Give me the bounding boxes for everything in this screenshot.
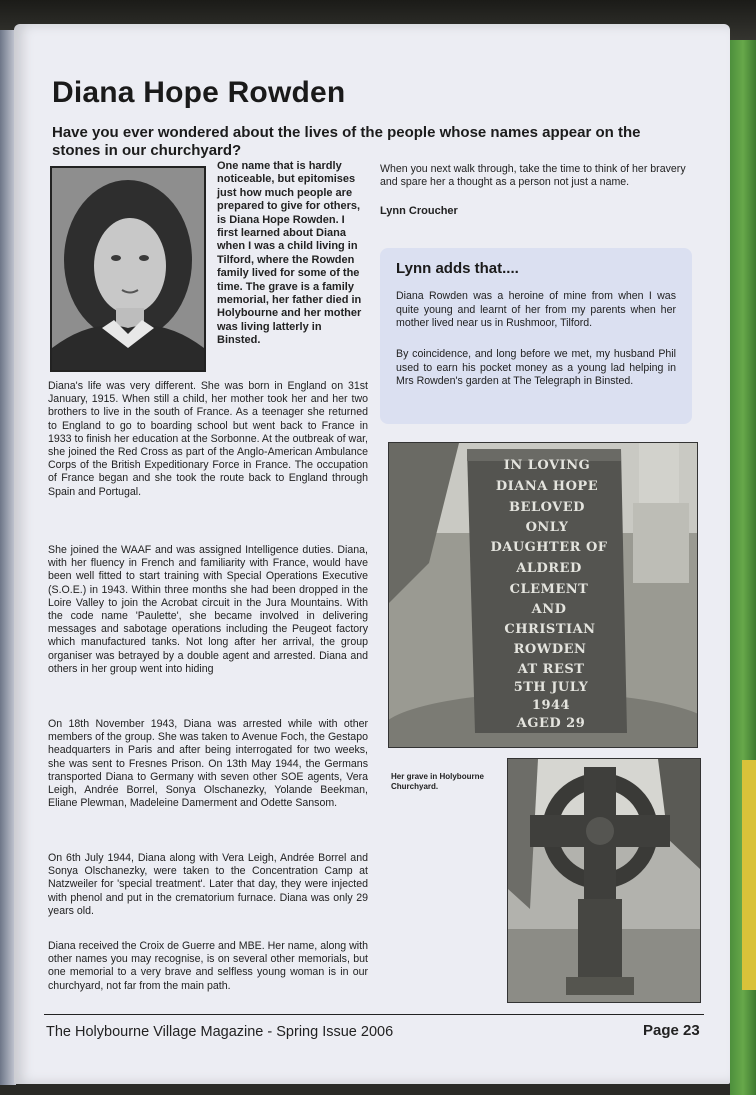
photo-caption: Her grave in Holybourne Churchyard. — [391, 772, 484, 791]
celtic-cross-photo — [507, 758, 701, 1003]
stone-line-5: DAUGHTER OF — [490, 540, 608, 555]
sidebar-title: Lynn adds that.... — [396, 260, 519, 277]
article-subtitle: Have you ever wondered about the lives of the people whose names appear on the stones in our churchyard? — [52, 124, 641, 159]
stone-line-11: AT REST — [517, 662, 585, 677]
stone-line-2: DIANA HOPE — [495, 479, 599, 494]
body-paragraph-5: Diana received the Croix de Guerre and MBE. Her name, along with other names you may recognise, is on several other memorials, but one memorial to a very brave and selfless young woman is in our churchyard, not far from the main path. — [48, 940, 368, 992]
stone-line-4: ONLY — [525, 520, 569, 535]
stone-line-7: CLEMENT — [509, 582, 589, 597]
footer-rule — [44, 1014, 704, 1015]
article-title: Diana Hope Rowden — [52, 76, 346, 109]
sidebar-paragraph-2: By coincidence, and long before we met, my husband Phil used to earn his pocket money as a young lad helping in Mrs Rowden's garden at The Telegraph in Binsted. — [396, 348, 676, 387]
stone-line-12: 5TH JULY — [513, 680, 589, 695]
body-paragraph-3: On 18th November 1943, Diana was arrested while with other members of the group. She was taken to Avenue Foch, the Gestapo headquarters in Paris and after being interrogated for two weeks, she was sent to Fresnes Prison. On 13th May 1944, the Germans transported Diana to Germany with seven other SOE agents, Vera Leigh, Andrée Borrel, Sonya Olschanezky, Yolande Beekman, Eliane Plewman, Madeleine Damerment and Odette Sansom. — [48, 718, 368, 810]
author-name: Lynn Croucher — [380, 205, 458, 217]
magazine-cover-accent — [742, 760, 756, 990]
stone-line-1: IN LOVING — [503, 458, 591, 473]
page-number: Page 23 — [643, 1022, 700, 1039]
gravestone-photo — [388, 442, 698, 748]
body-paragraph-4: On 6th July 1944, Diana along with Vera Leigh, Andrée Borrel and Sonya Olschanezky, were taken to the Concentration Camp at Natzweiler for 'special treatment'. Later that day, they were injected with phenol and put in the crematorium furnace. Diana was only 29 years old. — [48, 852, 368, 917]
stone-line-13: 1944 — [531, 698, 571, 713]
stone-line-8: AND — [531, 602, 567, 617]
sidebar-paragraph-1: Diana Rowden was a heroine of mine from when I was quite young and learnt of her from my parents when her mother lived near us in Rushmoor, Tilford. — [396, 290, 676, 329]
body-paragraph-2: She joined the WAAF and was assigned Intelligence duties. Diana, with her fluency in French and familiarity with France, would have been well fitted to start training with Special Operations Executive (S.O.E.) in 1943. Within three months she had been dropped in the Loire Valley to join the Acrobat circuit in the Jura Mountains. With the code name 'Paulette', she became involved in delivering messages and sabotage operations including the Peugeot factory which manufactured tanks. Not long after her arrival, the group organiser was betrayed by a double agent and arrested. Diana and others in her group went into hiding — [48, 544, 368, 675]
closing-paragraph: When you next walk through, take the time to think of her bravery and spare her a thought as a person not just a name. — [380, 163, 686, 189]
stone-line-3: BELOVED — [509, 500, 585, 515]
stone-line-10: ROWDEN — [513, 642, 587, 657]
intro-paragraph: One name that is hardly noticeable, but epitomises just how much people are prepared to give for others, is Diana Hope Rowden. I first learned about Diana when I was a child living in Tilford, where the Rowden family lived for some of the time. The grave is a family memorial, her father died in Holybourne and her mother was living latterly in Binsted. — [217, 160, 362, 347]
sidebar-box — [380, 248, 692, 424]
magazine-issue: The Holybourne Village Magazine - Spring Issue 2006 — [46, 1024, 394, 1040]
stone-line-14: AGED 29 — [516, 716, 586, 731]
stone-line-9: CHRISTIAN — [504, 622, 596, 637]
stone-line-6: ALDRED — [516, 561, 582, 576]
body-paragraph-1: Diana's life was very different. She was born in England on 31st January, 1915. When still a child, her mother took her and her two brothers to live in the south of France. As a teenager she returned to England to go to boarding school but went back to France in 1933 to finish her education at the Sorbonne. At the outbreak of war, she joined the Red Cross as part of the Anglo-American Ambulance Corps of the British Expeditionary Force in France. The occupation of France began and she took the route back to England through Spain and Portugal. — [48, 380, 368, 498]
portrait-photo — [50, 166, 206, 372]
